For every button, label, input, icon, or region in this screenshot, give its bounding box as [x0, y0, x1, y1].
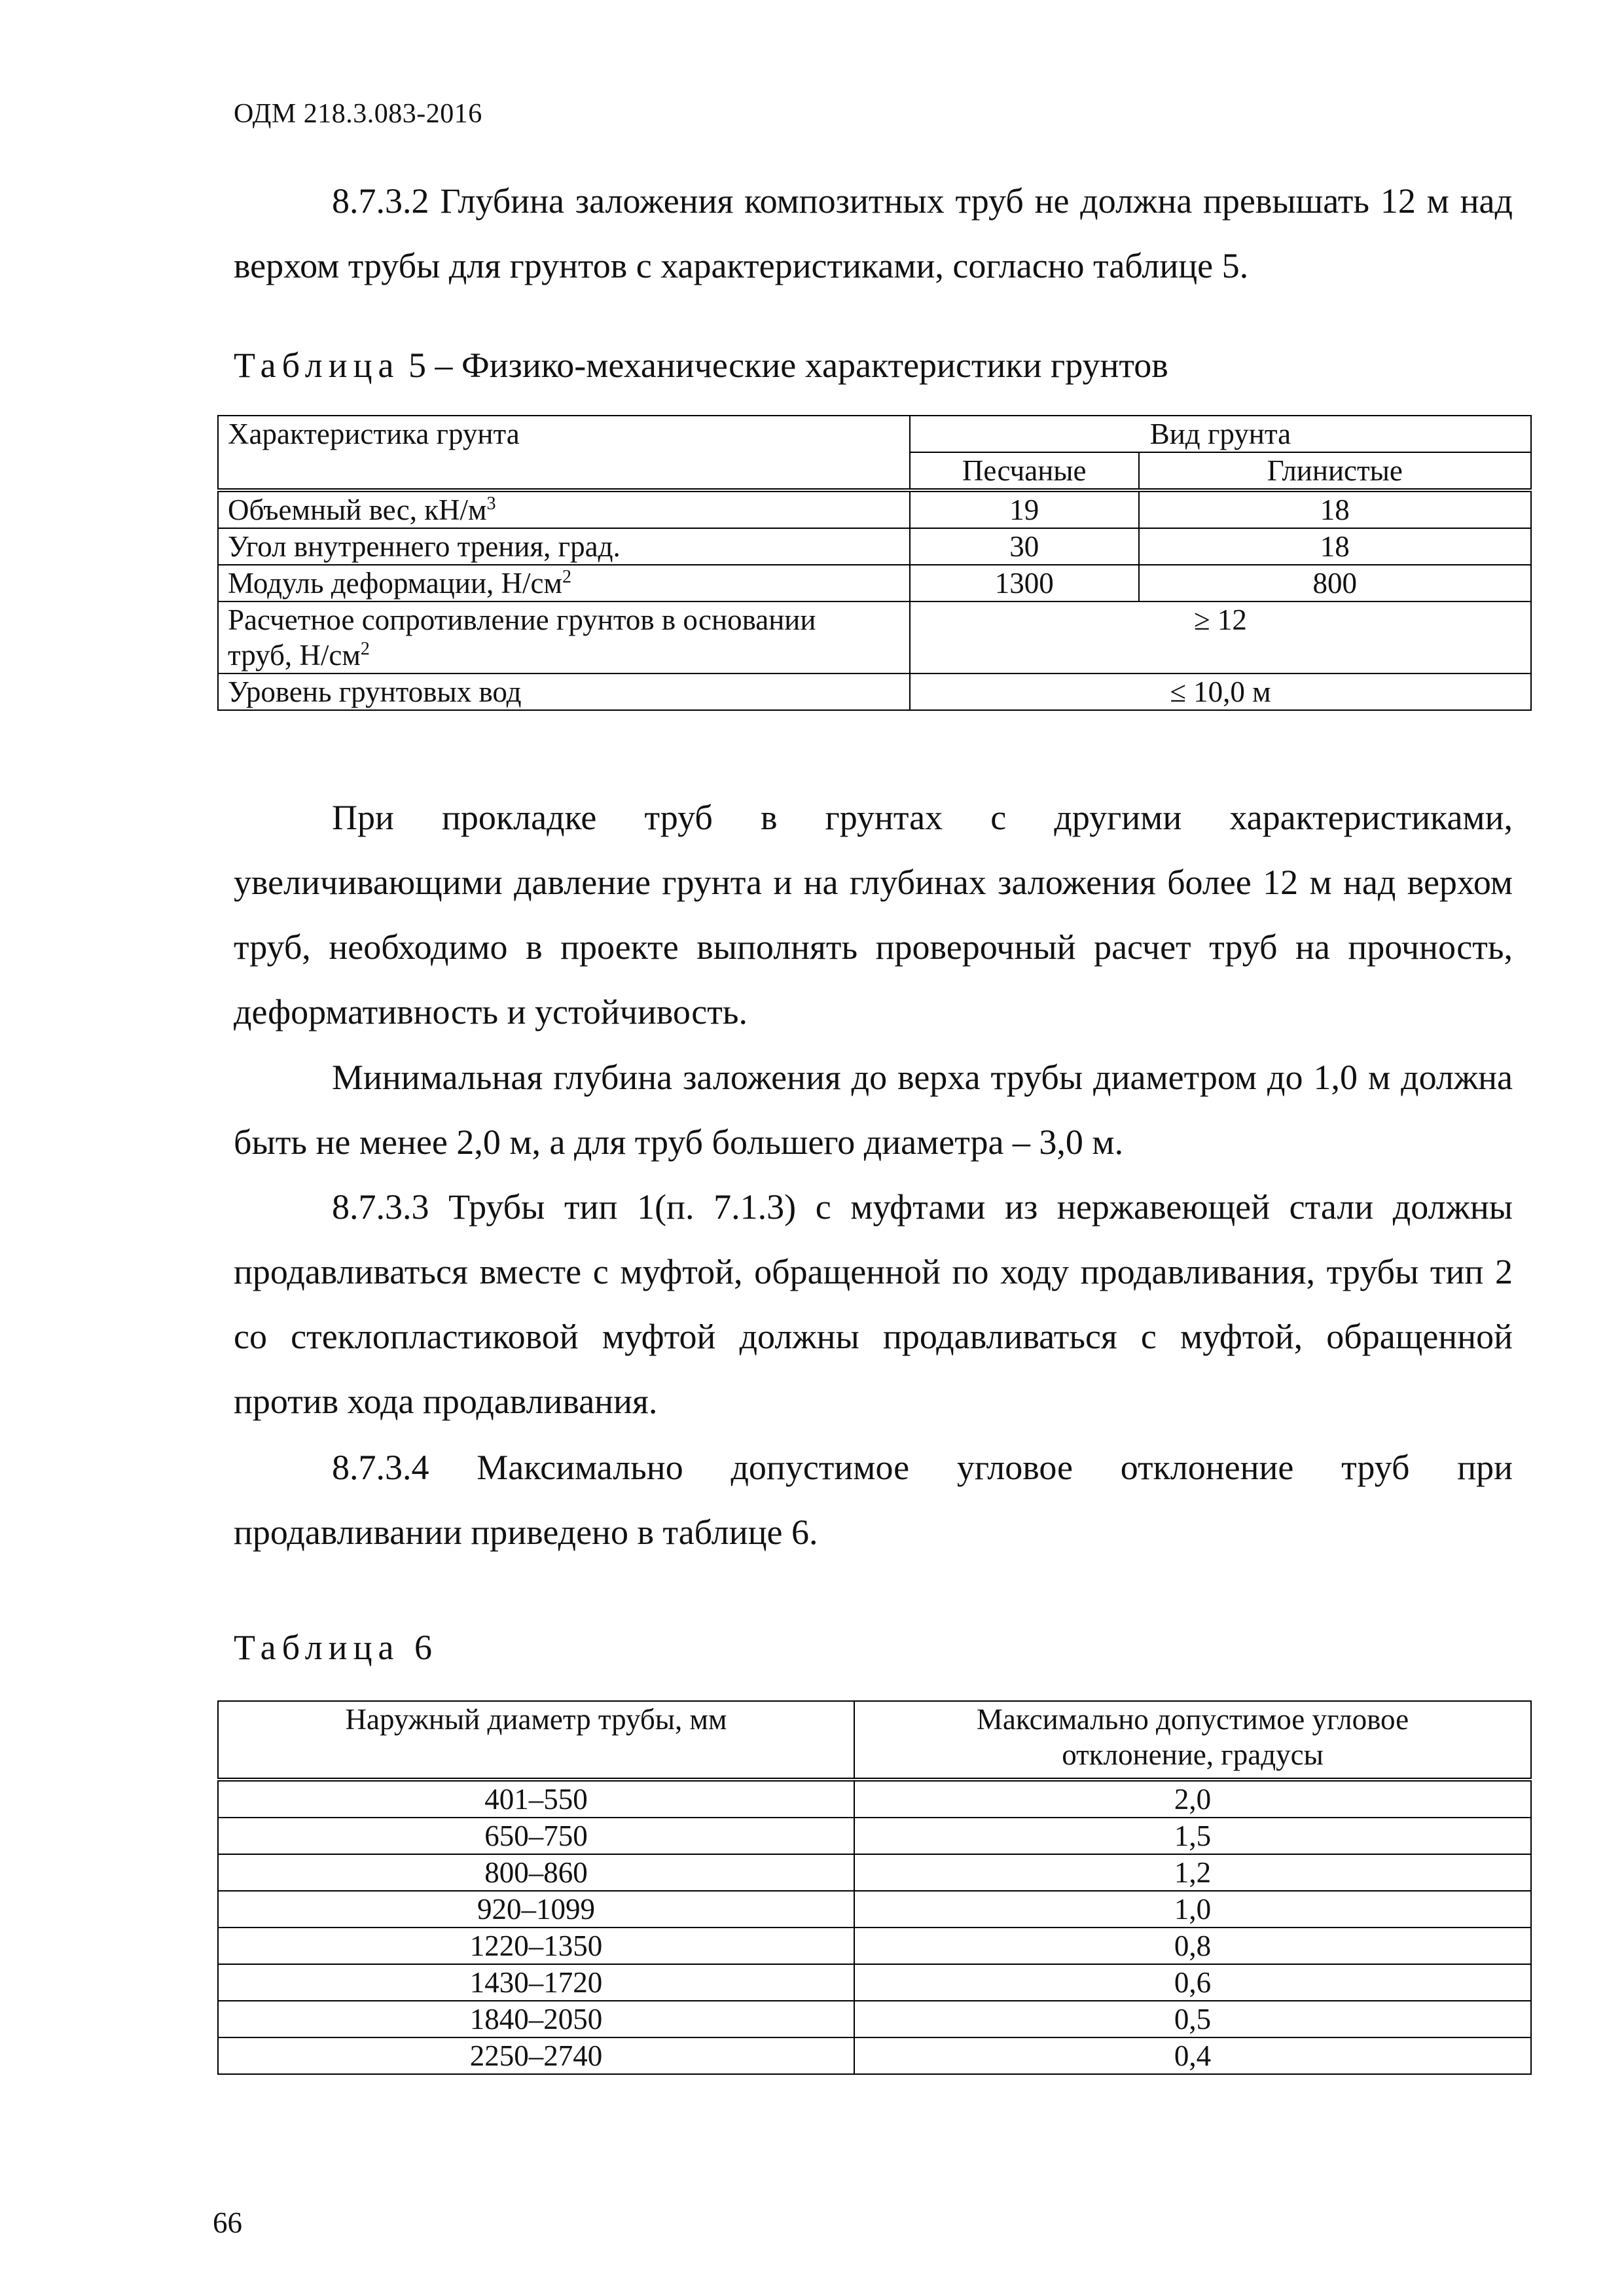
table-row — [218, 2037, 1531, 2074]
table-header-row — [218, 416, 1531, 452]
groundwater-value: ≤ 10,0 м — [910, 673, 1531, 710]
row-label: Уровень грунтовых вод — [218, 673, 910, 710]
table-header-row — [218, 1701, 1531, 1780]
table-row — [218, 1891, 1531, 1928]
diameter-cell: 2250–2740 — [218, 2037, 854, 2074]
table-5-caption-title: 5 – Физико-механические характеристики грунтов — [399, 346, 1168, 385]
angular-deviation-table — [217, 1700, 1532, 2075]
header-clay: Глинистые — [1139, 452, 1531, 490]
diameter-cell: 650–750 — [218, 1818, 854, 1854]
clay-value: 18 — [1139, 490, 1531, 528]
deviation-cell: 2,0 — [854, 1780, 1531, 1818]
row-label: Объемный вес, $кН/м^3$ — [218, 490, 910, 528]
diameter-cell: 920–1099 — [218, 1891, 854, 1928]
row-label: Угол внутреннего трения, град. — [218, 528, 910, 565]
deviation-cell: 0,6 — [854, 1964, 1531, 2001]
header-characteristic: Характеристика грунта — [218, 416, 910, 490]
table-row — [218, 1964, 1531, 2001]
document-code-header: ОДМ 218.3.083-2016 — [234, 99, 482, 129]
sandy-value: 19 — [910, 490, 1139, 528]
table-row — [218, 1854, 1531, 1891]
table-row — [218, 601, 1531, 673]
soil-properties-table — [217, 415, 1532, 711]
resistance-value: ≥ 12 — [910, 601, 1531, 673]
diameter-cell: 1220–1350 — [218, 1928, 854, 1964]
deviation-cell: 1,5 — [854, 1818, 1531, 1854]
table-5-caption — [234, 345, 1168, 386]
header-sandy: Песчаные — [910, 452, 1139, 490]
paragraph-laying-conditions: При прокладке труб в грунтах с другими характеристиками, увеличивающими давление грунта и на глубинах заложения более 12 м над верхом труб, необходимо в проекте выполнять проверочный расчет труб на прочность, деформативность и устойчивость. — [234, 798, 1513, 1031]
deviation-cell: 1,2 — [854, 1854, 1531, 1891]
deviation-cell: 0,4 — [854, 2037, 1531, 2074]
clay-value: 800 — [1139, 565, 1531, 601]
paragraph-minimum-depth: Минимальная глубина заложения до верха трубы диаметром до 1,0 м должна быть не менее 2,0 м, а для труб большего диаметра – 3,0 м. — [234, 1058, 1513, 1162]
paragraph-8-7-3-4: 8.7.3.4 Максимально допустимое угловое отклонение труб при продавливании приведено в таблице 6. — [234, 1448, 1513, 1552]
page-number: 66 — [213, 2206, 242, 2239]
header-max-deviation: Максимально допустимое угловое отклонение, градусы — [854, 1701, 1531, 1780]
table-6-caption: Таблица 6 — [234, 1628, 438, 1667]
clay-value: 18 — [1139, 528, 1531, 565]
table-row — [218, 565, 1531, 601]
row-label: Модуль деформации, $Н/см^2$ — [218, 565, 910, 601]
paragraph-8-7-3-3: 8.7.3.3 Трубы тип 1(п. 7.1.3) с муфтами из нержавеющей стали должны продавливаться вместе с муфтой, обращенной по ходу продавливания, трубы тип 2 со стеклопластиковой муфтой должны продавливаться с муфтой, обращенной против хода продавливания. — [234, 1187, 1513, 1421]
table-row — [218, 490, 1531, 528]
table-row — [218, 2001, 1531, 2037]
diameter-cell: 401–550 — [218, 1780, 854, 1818]
sandy-value: 30 — [910, 528, 1139, 565]
header-soil-type: Вид грунта — [910, 416, 1531, 452]
table-row — [218, 1928, 1531, 1964]
table-row — [218, 1780, 1531, 1818]
table-5-caption-word: Таблица — [234, 346, 400, 385]
deviation-cell: 1,0 — [854, 1891, 1531, 1928]
deviation-cell: 0,8 — [854, 1928, 1531, 1964]
deviation-cell: 0,5 — [854, 2001, 1531, 2037]
table-row — [218, 528, 1531, 565]
header-outer-diameter: Наружный диаметр трубы, мм — [218, 1701, 854, 1780]
sandy-value: 1300 — [910, 565, 1139, 601]
table-row — [218, 1818, 1531, 1854]
paragraph-8-7-3-2: 8.7.3.2 Глубина заложения композитных труб не должна превышать 12 м над верхом трубы для грунтов с характеристиками, согласно таблице 5. — [234, 181, 1513, 285]
diameter-cell: 1840–2050 — [218, 2001, 854, 2037]
diameter-cell: 800–860 — [218, 1854, 854, 1891]
row-label: Расчетное сопротивление грунтов в основании труб, $Н/см^2$ — [218, 601, 910, 673]
table-row — [218, 673, 1531, 710]
diameter-cell: 1430–1720 — [218, 1964, 854, 2001]
